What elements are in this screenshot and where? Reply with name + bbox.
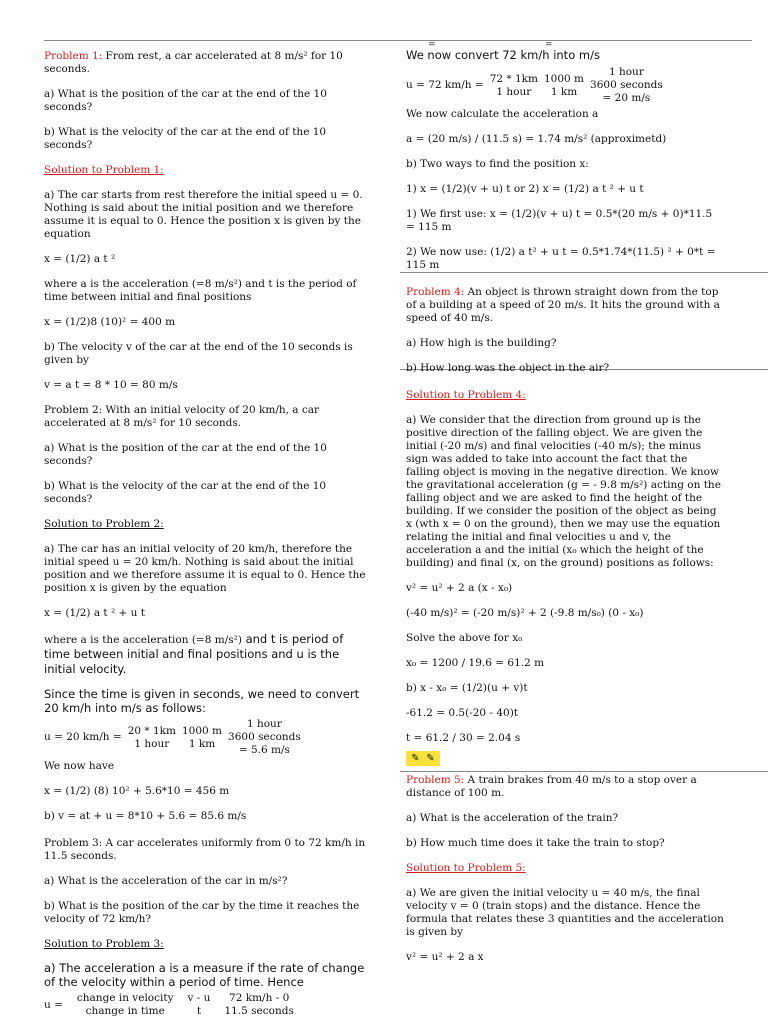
acceleration-eq: a = (20 m/s) / (11.5 s) = 1.74 m/s² (approximetd) [406,133,667,145]
first-method: 1) We first use: x = (1/2)(v + u) t = 0.5*(20 m/s + 0)*11.5 = 115 m [406,208,713,233]
solution-3-label: Solution to Problem 3: [44,938,164,950]
second-method: 2) We now use: (1/2) a t² + u t = 0.5*1.74*(11.5) ² + 0*t = 115 m [406,246,716,271]
solution-5-eq: v² = u² + 2 a x [406,951,484,963]
right-fraction-2 [544,73,584,99]
right-fraction-1-num: 72 * 1km [489,72,538,85]
problem-2-statement: Problem 2: With an initial velocity of 20 km/h, a car accelerated at 8 m/s² for 10 seconds. [44,404,320,429]
fraction-3-den: 3600 seconds [228,731,301,743]
pencil-icon[interactable]: ✎ [426,752,435,764]
solution-1-where: where a is the acceleration (=8 m/s²) and t is the period of time between initial and final positions [44,278,357,303]
top-rule [44,40,752,41]
right-fraction-2-den: 1 km [550,85,578,98]
problem-3-question-a: a) What is the acceleration of the car in m/s²? [44,875,288,887]
formula-fraction-1-den: change in time [85,1005,165,1017]
problem-4-statement [406,286,724,325]
two-ways: b) Two ways to find the position x: [406,158,589,170]
right-fraction-3-den: 3600 seconds [590,79,663,91]
toolbar-icons [406,751,440,766]
solution-2-where-sans: and t is period of time between initial and final positions and u is the initial velocity. [44,632,344,676]
solution-2-part-a: a) The car has an initial velocity of 20 km/h, therefore the initial speed u = 20 km/h. Nothing is said about the initial position and we therefore assume it is equal to 0. Hence the position x is given by the equation [44,543,366,594]
conversion-result: = 5.6 m/s [238,744,290,756]
solution-4-eq2: (-40 m/s)² = (-20 m/s)² + 2 (-9.8 m/s₀) (0 - x₀) [406,607,644,619]
problem-5-text: A train brakes from 40 m/s to a stop over a distance of 100 m. [406,774,697,799]
conversion-lhs: u = 20 km/h = [44,731,122,743]
solution-2-eq2: x = (1/2) (8) 10² + 5.6*10 = 456 m [44,785,230,797]
solution-5-part-a: a) We are given the initial velocity u = 40 m/s, the final velocity v = 0 (train stops) and the distance. Hence the formula that relates these 3 quantities and the acceleration is given by [406,887,724,938]
left-column [44,50,370,1021]
problem-1-text: From rest, a car accelerated at 8 m/s² for 10 seconds. [44,50,343,75]
right-fraction-3 [590,66,663,105]
problem-3-statement: Problem 3: A car accelerates uniformly from 0 to 72 km/h in 11.5 seconds. [44,837,366,862]
fraction-3 [228,718,301,757]
problem-1-statement [44,50,370,76]
formula-fraction-3 [224,992,293,1018]
formula-lhs: u = [44,998,63,1011]
problem-4-question-a: a) How high is the building? [406,337,557,349]
fraction-3-num: 1 hour [246,718,282,730]
solution-2-where-serif: where a is the acceleration (=8 m/s²) [44,634,242,646]
solution-1-part-b: b) The velocity v of the car at the end of the 10 seconds is given by [44,341,353,366]
solution-4-label: Solution to Problem 4: [406,389,526,401]
calc-acceleration: We now calculate the acceleration a [406,108,599,120]
problem-4-question-b: b) How long was the object in the air? [406,362,610,374]
problem-4-label: Problem 4: [406,286,465,298]
top-mark-2: = [545,40,553,50]
two-ways-eqs: 1) x = (1/2)(v + u) t or 2) x = (1/2) a t ² + u t [406,183,644,195]
solution-4-eq3: x₀ = 1200 / 19.6 = 61.2 m [406,657,545,669]
solution-1-part-a: a) The car starts from rest therefore the initial speed u = 0. Nothing is said about the initial position and we therefore assume it is equal to 0. Hence the position x is given by the equation [44,189,363,240]
solution-4-eq5: t = 61.2 / 30 = 2.04 s [406,732,521,744]
formula-fraction-3-num: 72 km/h - 0 [229,992,290,1004]
solution-4-part-a: a) We consider that the direction from ground up is the positive direction of the falling object. We are given the initial (-20 m/s) and final velocities (-40 m/s); the minus sign was added to take into account the fact that the falling object is moving in the negative direction. We know the gravitational acceleration (g = - 9.8 m/s²) acting on the falling object and we are asked to find the height of the building. If we consider the position of the object as being x (wth x = 0 on the ground), then we may use the equation relating the initial and final velocities u and v, the acceleration a and the initial (x₀ which the height of the building) and final (x, on the ground) positions as follows: [406,414,721,569]
fraction-2 [182,725,222,751]
solution-4-eq4: -61.2 = 0.5(-20 - 40)t [406,707,519,719]
problem-4-text: An object is thrown straight down from the top of a building at a speed of 20 m/s. It hits the ground with a speed of 40 m/s. [406,286,720,324]
problem-5-question-b: b) How much time does it take the train to stop? [406,837,665,849]
formula-fraction-3-den: 11.5 seconds [224,1005,294,1017]
solution-2-since: Since the time is given in seconds, we need to convert 20 km/h into m/s as follows: [44,687,360,715]
problem-5-label: Problem 5: [406,774,465,786]
fraction-1-num: 20 * 1km [127,724,176,737]
right-column [406,48,724,964]
problem-1-question-b: b) What is the velocity of the car at the end of the 10 seconds? [44,126,327,151]
right-fraction-3-num: 1 hour [608,66,644,78]
problem-2-question-a: a) What is the position of the car at the end of the 10 seconds? [44,442,327,467]
solution-2-where [44,632,370,677]
solution-2-nowhave: We now have [44,760,115,772]
solution-1-eq2: x = (1/2)8 (10)² = 400 m [44,316,176,328]
solution-1-eq1: x = (1/2) a t ² [44,253,116,265]
fraction-2-den: 1 km [188,737,216,750]
solution-2-eq3: b) v = at + u = 8*10 + 5.6 = 85.6 m/s [44,810,247,822]
top-mark-1: = [428,40,436,50]
problem-5-statement [406,774,724,800]
solution-2-label: Solution to Problem 2: [44,518,164,530]
solution-5-label: Solution to Problem 5: [406,862,526,874]
formula-fraction-2-num: v - u [187,992,211,1004]
formula-fraction-2-den: t [196,1005,202,1017]
conversion-title: We now convert 72 km/h into m/s [406,48,600,62]
formula-fraction-1-num: change in velocity [76,992,174,1004]
solution-3-part-a: a) The acceleration a is a measure if the rate of change of the velocity within a period of time. Hence [44,961,365,989]
solution-2-eq1: x = (1/2) a t ² + u t [44,607,145,619]
problem-1-label: Problem 1: [44,50,103,62]
pencil-icon[interactable]: ✎ [411,752,420,764]
solution-1-label: Solution to Problem 1: [44,164,164,176]
fraction-1-den: 1 hour [134,737,170,750]
right-conversion-lhs: u = 72 km/h = [406,79,484,91]
problem-3-question-b: b) What is the position of the car by the time it reaches the velocity of 72 km/h? [44,900,360,925]
solution-1-eq3: v = a t = 8 * 10 = 80 m/s [44,379,178,391]
right-fraction-2-num: 1000 m [544,72,585,85]
right-conversion-result: = 20 m/s [602,92,651,104]
solution-4-part-b: b) x - x₀ = (1/2)(u + v)t [406,682,528,694]
problem-2-question-b: b) What is the velocity of the car at the end of the 10 seconds? [44,480,327,505]
problem-1-question-a: a) What is the position of the car at the end of the 10 seconds? [44,88,327,113]
fraction-1 [128,725,176,751]
right-fraction-1 [490,73,538,99]
right-conversion [406,66,724,105]
problem-5-question-a: a) What is the acceleration of the train? [406,812,619,824]
formula-fraction-1 [77,992,174,1018]
formula-fraction-2 [188,992,211,1018]
solution-3-formula [44,992,370,1018]
solution-2-conversion [44,718,370,757]
solution-4-eq1: v² = u² + 2 a (x - x₀) [406,582,513,594]
right-fraction-1-den: 1 hour [496,85,532,98]
solution-4-solve: Solve the above for x₀ [406,632,523,644]
fraction-2-num: 1000 m [182,724,223,737]
